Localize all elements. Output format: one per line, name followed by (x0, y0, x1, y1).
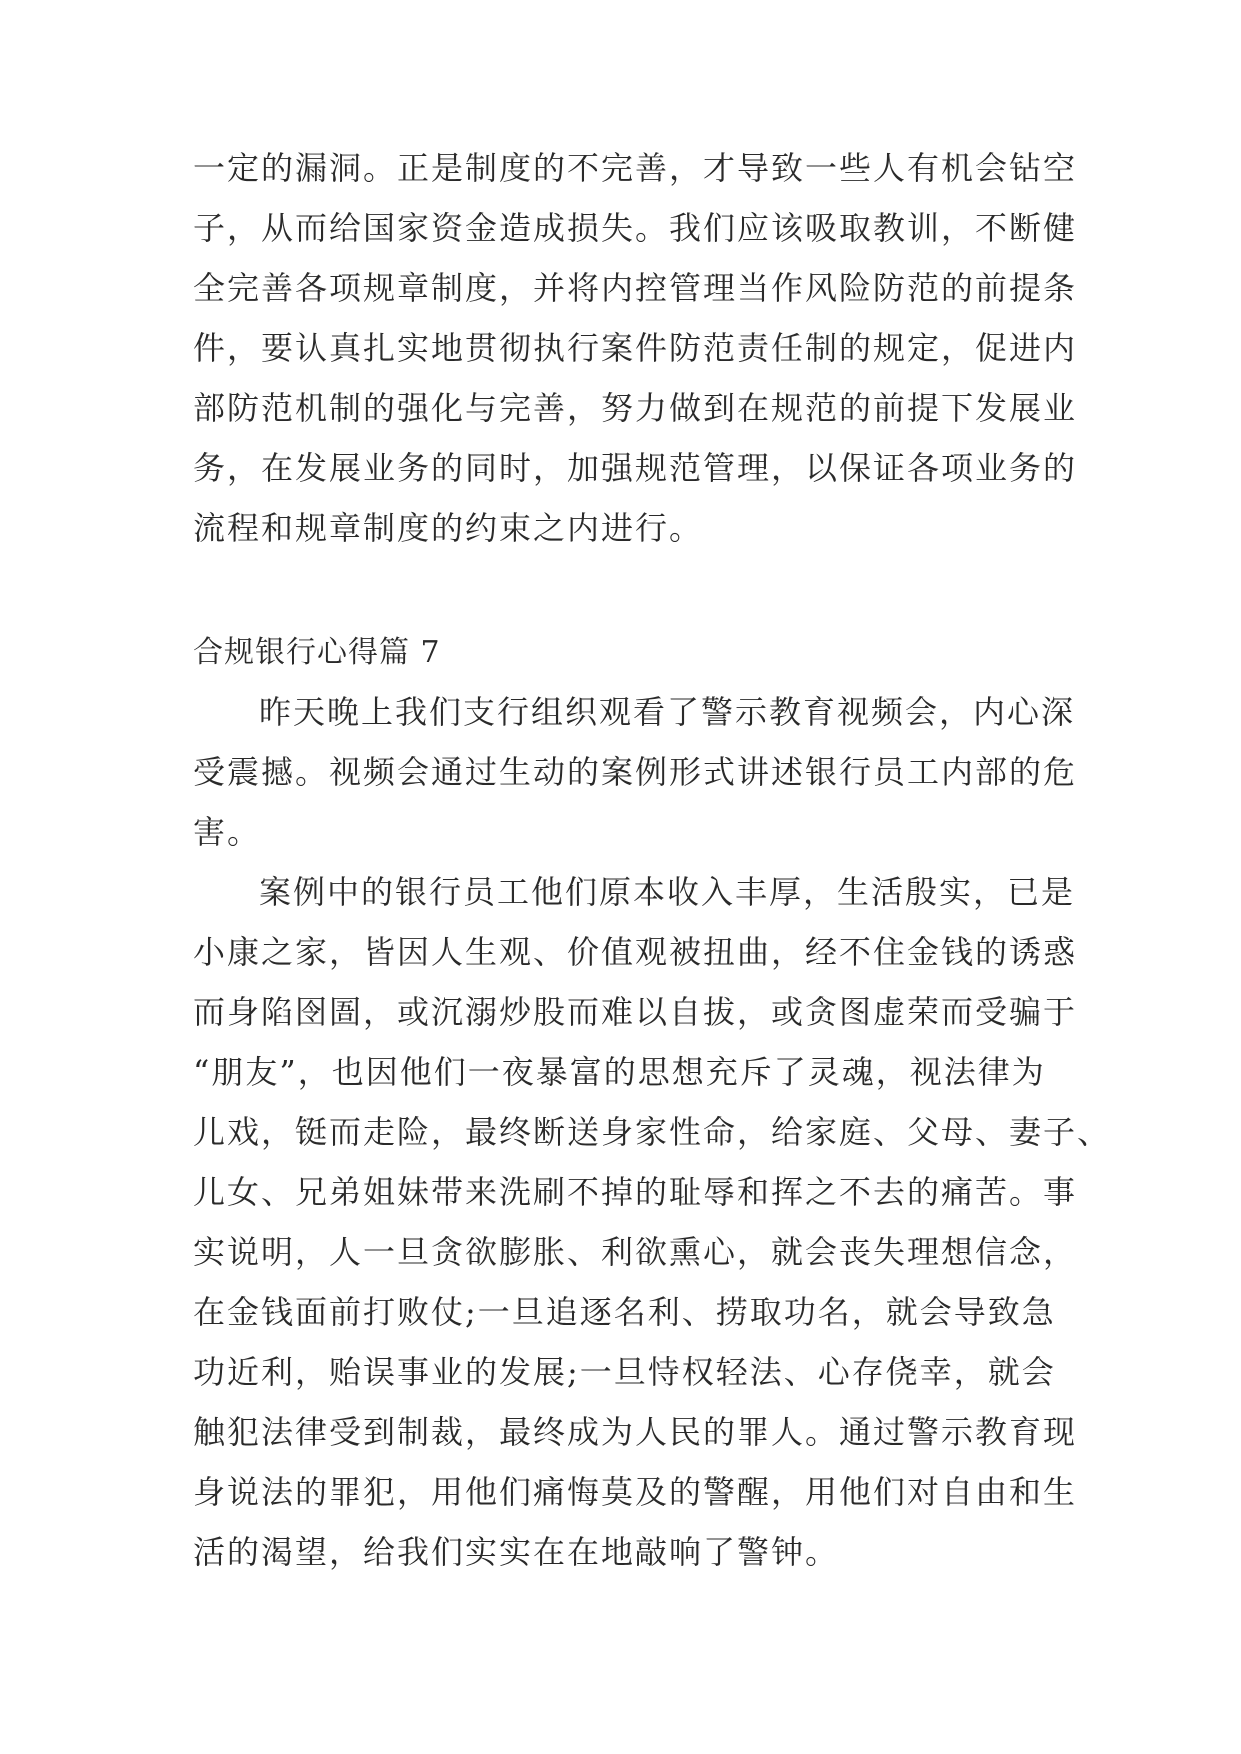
text-line: 子，从而给国家资金造成损失。我们应该吸取教训，不断健 (193, 209, 1078, 247)
text-line: 身说法的罪犯，用他们痛悔莫及的警醒，用他们对自由和生 (193, 1473, 1078, 1511)
text-line: 全完善各项规章制度，并将内控管理当作风险防范的前提条 (193, 269, 1078, 307)
paragraph-1 (193, 682, 1078, 862)
text-line: 昨天晚上我们支行组织观看了警示教育视频会，内心深 (259, 693, 1076, 731)
text-line: 流程和规章制度的约束之内进行。 (193, 509, 704, 547)
text-line: 活的渴望，给我们实实在在地敲响了警钟。 (193, 1533, 840, 1571)
text-line: 案例中的银行员工他们原本收入丰厚，生活殷实，已是 (259, 873, 1076, 911)
paragraph-2 (193, 862, 1112, 1582)
text-line: 件，要认真扎实地贯彻执行案件防范责任制的规定，促进内 (193, 329, 1078, 367)
text-line: 受震撼。视频会通过生动的案例形式讲述银行员工内部的危 (193, 753, 1078, 791)
text-line: 而身陷囹圄，或沉溺炒股而难以自拔，或贪图虚荣而受骗于 (193, 993, 1078, 1031)
section-heading (193, 633, 1053, 673)
text-line: 一定的漏洞。正是制度的不完善，才导致一些人有机会钻空 (193, 149, 1078, 187)
text-line: 实说明，人一旦贪欲膨胀、利欲熏心，就会丧失理想信念， (193, 1233, 1078, 1271)
text-line: 务，在发展业务的同时，加强规范管理，以保证各项业务的 (193, 449, 1078, 487)
text-line: 功近利，贻误事业的发展;一旦恃权轻法、心存侥幸，就会 (193, 1353, 1056, 1391)
text-line: 小康之家，皆因人生观、价值观被扭曲，经不住金钱的诱惑 (193, 933, 1078, 971)
text-line: 害。 (193, 813, 262, 851)
text-line: 在金钱面前打败仗;一旦追逐名利、捞取功名，就会导致急 (193, 1293, 1056, 1331)
section-heading-text: 合规银行心得篇 7 (193, 635, 441, 670)
text-line: 部防范机制的强化与完善，努力做到在规范的前提下发展业 (193, 389, 1078, 427)
text-line: 儿戏，铤而走险，最终断送身家性命，给家庭、父母、妻子、 (193, 1113, 1112, 1151)
text-line: “朋友”，也因他们一夜暴富的思想充斥了灵魂，视法律为 (193, 1053, 1046, 1091)
continued-paragraph (193, 138, 1078, 558)
text-line: 儿女、兄弟姐妹带来洗刷不掉的耻辱和挥之不去的痛苦。事 (193, 1173, 1078, 1211)
text-line: 触犯法律受到制裁，最终成为人民的罪人。通过警示教育现 (193, 1413, 1078, 1451)
